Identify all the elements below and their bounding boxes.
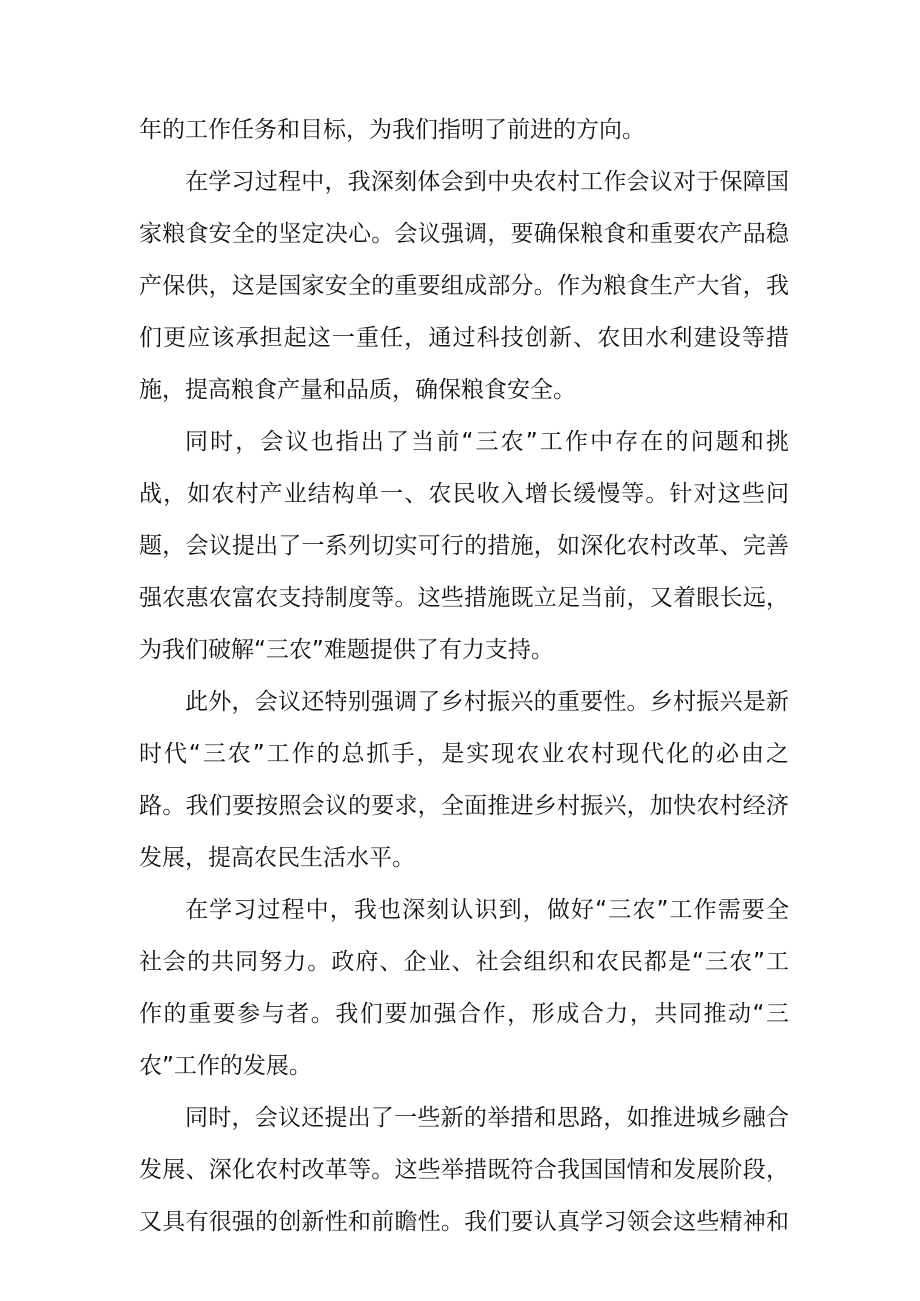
paragraph-line: 施，提高粮食产量和品质，确保粮食安全。	[139, 377, 576, 403]
paragraph-line: 题，会议提出了一系列切实可行的措施，如深化农村改革、完善	[139, 533, 789, 559]
paragraph-line: 同时，会议也指出了当前“三农”工作中存在的问题和挑	[185, 429, 789, 455]
paragraph-line: 为我们破解“三农”难题提供了有力支持。	[139, 637, 554, 663]
paragraph-line: 家粮食安全的坚定决心。会议强调，要确保粮食和重要农产品稳	[139, 221, 789, 247]
paragraph-line: 在学习过程中，我深刻体会到中央农村工作会议对于保障国	[185, 169, 789, 195]
paragraph-line: 发展、深化农村改革等。这些举措既符合我国国情和发展阶段，	[139, 1157, 789, 1183]
paragraph-line: 发展，提高农民生活水平。	[139, 845, 415, 871]
paragraph-line: 战，如农村产业结构单一、农民收入增长缓慢等。针对这些问	[139, 481, 789, 507]
paragraph-line: 强农惠农富农支持制度等。这些措施既立足当前，又着眼长远，	[139, 585, 789, 611]
paragraph-line: 路。我们要按照会议的要求，全面推进乡村振兴，加快农村经济	[139, 793, 789, 819]
paragraph-line: 时代“三农”工作的总抓手，是实现农业农村现代化的必由之	[139, 741, 789, 767]
paragraph-line: 又具有很强的创新性和前瞻性。我们要认真学习领会这些精神和	[139, 1209, 789, 1235]
paragraph-line: 年的工作任务和目标，为我们指明了前进的方向。	[139, 117, 645, 143]
paragraph-line: 在学习过程中，我也深刻认识到，做好“三农”工作需要全	[185, 897, 789, 923]
paragraph-line: 产保供，这是国家安全的重要组成部分。作为粮食生产大省，我	[139, 273, 789, 299]
paragraph-line: 们更应该承担起这一重任，通过科技创新、农田水利建设等措	[139, 325, 789, 351]
paragraph-line: 作的重要参与者。我们要加强合作，形成合力，共同推动“三	[139, 1001, 789, 1027]
paragraph-line: 农”工作的发展。	[139, 1053, 312, 1079]
paragraph-line: 此外，会议还特别强调了乡村振兴的重要性。乡村振兴是新	[185, 689, 789, 715]
paragraph-line: 同时，会议还提出了一些新的举措和思路，如推进城乡融合	[185, 1105, 789, 1131]
paragraph-line: 社会的共同努力。政府、企业、社会组织和农民都是“三农”工	[139, 949, 789, 975]
